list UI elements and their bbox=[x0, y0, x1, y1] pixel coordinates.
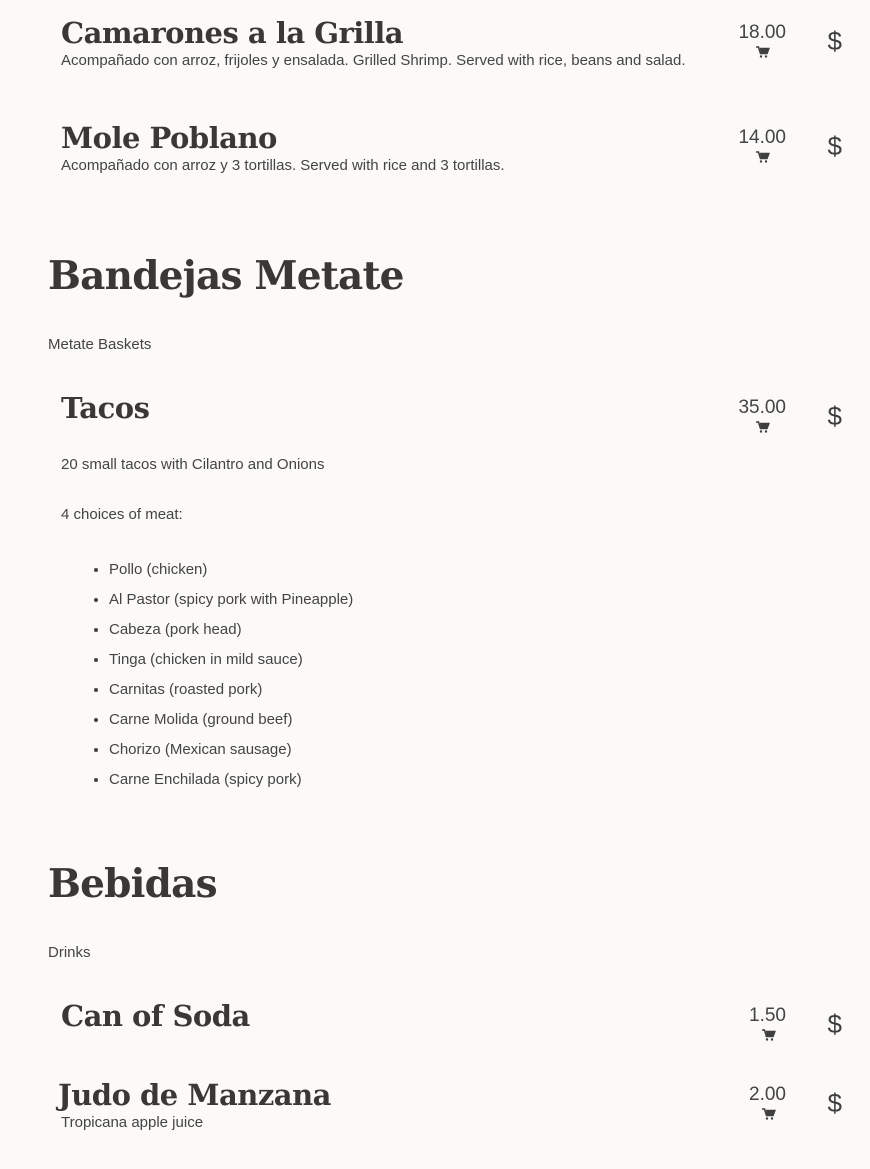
menu-item-tacos bbox=[61, 390, 870, 431]
menu-item-mole bbox=[61, 120, 870, 176]
item-description: Tropicana apple juice bbox=[61, 1114, 204, 1131]
cart-icon[interactable] bbox=[756, 421, 770, 433]
item-name: Tacos bbox=[61, 391, 150, 425]
item-price: 1.50 bbox=[749, 1005, 786, 1026]
price-block bbox=[732, 1003, 842, 1053]
item-name: Camarones a la Grilla bbox=[61, 16, 404, 50]
section-title-bandejas: Bandejas Metate bbox=[48, 253, 404, 299]
tacos-meat-choices-label: 4 choices of meat: bbox=[61, 506, 183, 523]
item-price: 14.00 bbox=[738, 127, 786, 148]
list-item: • Chorizo (Mexican sausage) bbox=[109, 735, 353, 765]
list-item: • Carnitas (roasted pork) bbox=[109, 675, 353, 705]
section-title-bebidas: Bebidas bbox=[48, 861, 217, 907]
price-block bbox=[732, 125, 842, 175]
item-price: 18.00 bbox=[738, 22, 786, 43]
cart-icon[interactable] bbox=[762, 1108, 776, 1120]
cart-icon[interactable] bbox=[756, 151, 770, 163]
list-item: • Cabeza (pork head) bbox=[109, 615, 353, 645]
price-block bbox=[732, 1082, 842, 1132]
meat-list bbox=[61, 555, 353, 795]
item-name: Judo de Manzana bbox=[58, 1078, 331, 1112]
item-price: 35.00 bbox=[738, 397, 786, 418]
item-name: Can of Soda bbox=[61, 999, 250, 1033]
section-subtitle-bebidas: Drinks bbox=[48, 944, 91, 961]
currency-symbol: $ bbox=[827, 1088, 842, 1118]
list-item: • Tinga (chicken in mild sauce) bbox=[109, 645, 353, 675]
list-item: • Al Pastor (spicy pork with Pineapple) bbox=[109, 585, 353, 615]
currency-symbol: $ bbox=[827, 131, 842, 161]
list-item: • Carne Enchilada (spicy pork) bbox=[109, 765, 353, 795]
currency-symbol: $ bbox=[827, 401, 842, 431]
cart-icon[interactable] bbox=[762, 1029, 776, 1041]
tacos-description: 20 small tacos with Cilantro and Onions bbox=[61, 456, 325, 473]
menu-item-soda bbox=[61, 998, 870, 1039]
list-item: • Carne Molida (ground beef) bbox=[109, 705, 353, 735]
currency-symbol: $ bbox=[827, 1009, 842, 1039]
currency-symbol: $ bbox=[827, 26, 842, 56]
item-price: 2.00 bbox=[749, 1084, 786, 1105]
item-description: Acompañado con arroz, frijoles y ensalada. Grilled Shrimp. Served with rice, beans and salad. bbox=[61, 52, 686, 69]
item-description: Acompañado con arroz y 3 tortillas. Served with rice and 3 tortillas. bbox=[61, 157, 505, 174]
price-block bbox=[732, 395, 842, 445]
item-name: Mole Poblano bbox=[61, 121, 277, 155]
section-subtitle-bandejas: Metate Baskets bbox=[48, 336, 152, 353]
price-block bbox=[732, 20, 842, 70]
menu-item-camarones bbox=[61, 15, 870, 71]
cart-icon[interactable] bbox=[756, 46, 770, 58]
list-item: • Pollo (chicken) bbox=[109, 555, 353, 585]
menu-item-jugo bbox=[58, 1077, 870, 1133]
